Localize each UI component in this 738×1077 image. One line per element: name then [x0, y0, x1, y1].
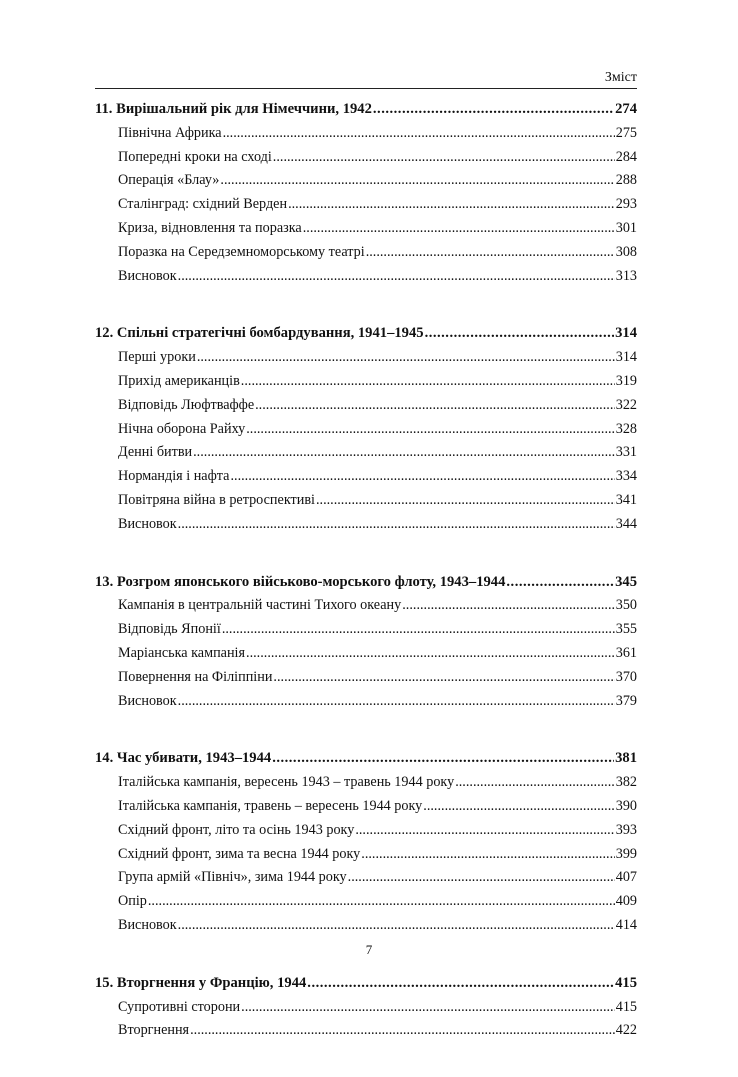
entry-page-number: 390	[615, 797, 637, 814]
dot-leader	[193, 441, 615, 465]
entry-page-number: 331	[615, 444, 637, 461]
entry-title: Східний фронт, літо та осінь 1943 року	[118, 821, 355, 838]
toc-chapter-heading[interactable]	[95, 972, 637, 996]
dot-leader	[220, 169, 614, 193]
entry-title: Прихід американців	[118, 372, 240, 389]
toc-section-entry[interactable]	[95, 771, 637, 795]
entry-page-number: 314	[615, 349, 637, 366]
toc-section-entry[interactable]	[95, 819, 637, 843]
entry-title: Нічна оборона Райху	[118, 420, 246, 437]
dot-leader	[402, 594, 614, 618]
dot-leader	[288, 193, 615, 217]
entry-page-number: 379	[615, 692, 637, 709]
toc-section-entry[interactable]	[95, 642, 637, 666]
entry-page-number: 407	[615, 869, 637, 886]
entry-page-number: 284	[615, 148, 637, 165]
entry-page-number: 393	[615, 821, 637, 838]
entry-page-number: 341	[615, 491, 637, 508]
table-of-contents	[95, 98, 637, 1077]
entry-title: Повітряна війна в ретроспективі	[118, 491, 315, 508]
dot-leader	[190, 1019, 615, 1043]
entry-page-number: 350	[615, 597, 637, 614]
dot-leader	[366, 241, 615, 265]
toc-chapter-heading[interactable]	[95, 98, 637, 122]
dot-leader	[348, 866, 615, 890]
entry-page-number: 409	[615, 893, 637, 910]
toc-chapter	[95, 571, 637, 714]
entry-title: Північна Африка	[118, 124, 222, 141]
toc-section-entry[interactable]	[95, 465, 637, 489]
toc-section-entry[interactable]	[95, 346, 637, 370]
entry-page-number: 274	[615, 101, 637, 117]
dot-leader	[273, 146, 615, 170]
toc-section-entry[interactable]	[95, 914, 637, 938]
entry-page-number: 415	[615, 974, 637, 991]
entry-page-number: 334	[615, 468, 637, 485]
toc-section-entry[interactable]	[95, 513, 637, 537]
entry-page-number: 275	[615, 124, 637, 141]
toc-chapter	[95, 747, 637, 937]
entry-title: Висновок	[118, 515, 177, 532]
entry-page-number: 313	[615, 267, 637, 284]
entry-title: 14. Час убивати, 1943–1944	[95, 750, 272, 767]
entry-page-number: 328	[615, 420, 637, 437]
dot-leader	[223, 122, 615, 146]
entry-title: Група армій «Північ», зима 1944 року	[118, 869, 347, 886]
entry-title: Висновок	[118, 692, 177, 709]
dot-leader	[316, 489, 615, 513]
dot-leader	[303, 217, 615, 241]
dot-leader	[246, 418, 615, 442]
entry-title: Нормандія і нафта	[118, 468, 230, 485]
dot-leader	[241, 996, 615, 1020]
entry-page-number: 344	[615, 515, 637, 532]
entry-title: Східний фронт, зима та весна 1944 року	[118, 845, 361, 862]
toc-section-entry[interactable]	[95, 441, 637, 465]
entry-page-number: 314	[615, 325, 637, 342]
entry-title: Висновок	[118, 916, 177, 933]
dot-leader	[425, 322, 615, 346]
dot-leader	[246, 642, 615, 666]
dot-leader	[307, 972, 614, 996]
toc-section-entry[interactable]	[95, 489, 637, 513]
entry-title: Висновок	[118, 267, 177, 284]
entry-title: Поразка на Середземноморському театрі	[118, 243, 365, 260]
header-rule	[95, 88, 637, 89]
entry-title: Італійська кампанія, вересень 1943 – травень 1944 року	[118, 774, 455, 791]
toc-section-entry[interactable]	[95, 193, 637, 217]
toc-section-entry[interactable]	[95, 690, 637, 714]
entry-title: Італійська кампанія, травень – вересень 1944 року	[118, 797, 423, 814]
toc-section-entry[interactable]	[95, 394, 637, 418]
entry-title: Перші уроки	[118, 349, 196, 366]
entry-page-number: 322	[615, 396, 637, 413]
toc-section-entry[interactable]	[95, 122, 637, 146]
toc-section-entry[interactable]	[95, 217, 637, 241]
entry-page-number: 399	[615, 845, 637, 862]
entry-page-number: 308	[615, 243, 637, 260]
dot-leader	[423, 795, 614, 819]
toc-section-entry[interactable]	[95, 666, 637, 690]
entry-title: Криза, відновлення та поразка	[118, 219, 302, 236]
dot-leader	[373, 98, 614, 122]
entry-page-number: 414	[615, 916, 637, 933]
dot-leader	[178, 265, 615, 289]
toc-section-entry[interactable]	[95, 795, 637, 819]
dot-leader	[361, 843, 614, 867]
dot-leader	[241, 370, 615, 394]
toc-section-entry[interactable]	[95, 370, 637, 394]
toc-chapter-heading[interactable]	[95, 747, 637, 771]
entry-page-number: 381	[615, 750, 637, 767]
dot-leader	[148, 890, 615, 914]
dot-leader	[178, 513, 615, 537]
toc-section-entry[interactable]	[95, 594, 637, 618]
entry-title: 15. Вторгнення у Францію, 1944	[95, 974, 307, 991]
dot-leader	[273, 666, 614, 690]
toc-section-entry[interactable]	[95, 146, 637, 170]
entry-title: Попередні кроки на сході	[118, 148, 272, 165]
toc-section-entry[interactable]	[95, 241, 637, 265]
dot-leader	[455, 771, 615, 795]
entry-page-number: 382	[615, 774, 637, 791]
toc-chapter	[95, 972, 637, 1043]
entry-page-number: 370	[615, 668, 637, 685]
entry-title: Операція «Блау»	[118, 172, 220, 189]
entry-title: 11. Вирішальний рік для Німеччини, 1942	[95, 101, 372, 117]
entry-page-number: 361	[615, 644, 637, 661]
entry-page-number: 288	[615, 172, 637, 189]
dot-leader	[197, 346, 615, 370]
toc-section-entry[interactable]	[95, 843, 637, 867]
toc-section-entry[interactable]	[95, 1019, 637, 1043]
dot-leader	[255, 394, 615, 418]
entry-title: Повернення на Філіппіни	[118, 668, 273, 685]
dot-leader	[506, 571, 614, 595]
entry-page-number: 355	[615, 621, 637, 638]
toc-chapter-heading[interactable]	[95, 322, 637, 346]
toc-section-entry[interactable]	[95, 890, 637, 914]
page-number: 7	[365, 942, 373, 957]
dot-leader	[222, 618, 615, 642]
entry-title: Сталінград: східний Верден	[118, 196, 288, 213]
entry-title: Денні битви	[118, 444, 193, 461]
toc-section-entry[interactable]	[95, 169, 637, 193]
dot-leader	[178, 690, 615, 714]
entry-title: 12. Спільні стратегічні бомбардування, 1941–1945	[95, 325, 424, 342]
entry-title: Відповідь Люфтваффе	[118, 396, 255, 413]
toc-chapter	[95, 322, 637, 536]
entry-title: Супротивні сторони	[118, 998, 241, 1015]
entry-title: 13. Розгром японського військово-морського флоту, 1943–1944	[95, 573, 506, 590]
toc-section-entry[interactable]	[95, 618, 637, 642]
toc-chapter-heading[interactable]	[95, 571, 637, 595]
dot-leader	[178, 914, 615, 938]
entry-title: Опір	[118, 893, 147, 910]
entry-page-number: 422	[615, 1022, 637, 1039]
toc-chapter	[95, 98, 637, 288]
dot-leader	[230, 465, 614, 489]
dot-leader	[355, 819, 614, 843]
entry-title: Кампанія в центральній частині Тихого океану	[118, 597, 402, 614]
dot-leader	[272, 747, 614, 771]
toc-section-entry[interactable]	[95, 996, 637, 1020]
entry-title: Маріанська кампанія	[118, 644, 246, 661]
entry-page-number: 319	[615, 372, 637, 389]
entry-page-number: 293	[615, 196, 637, 213]
entry-page-number: 415	[615, 998, 637, 1015]
entry-title: Відповідь Японії	[118, 621, 221, 638]
entry-page-number: 301	[615, 219, 637, 236]
entry-title: Вторгнення	[118, 1022, 190, 1039]
toc-section-entry[interactable]	[95, 866, 637, 890]
toc-section-entry[interactable]	[95, 418, 637, 442]
entry-page-number: 345	[615, 573, 637, 590]
running-header: Зміст	[604, 70, 637, 85]
toc-section-entry[interactable]	[95, 265, 637, 289]
